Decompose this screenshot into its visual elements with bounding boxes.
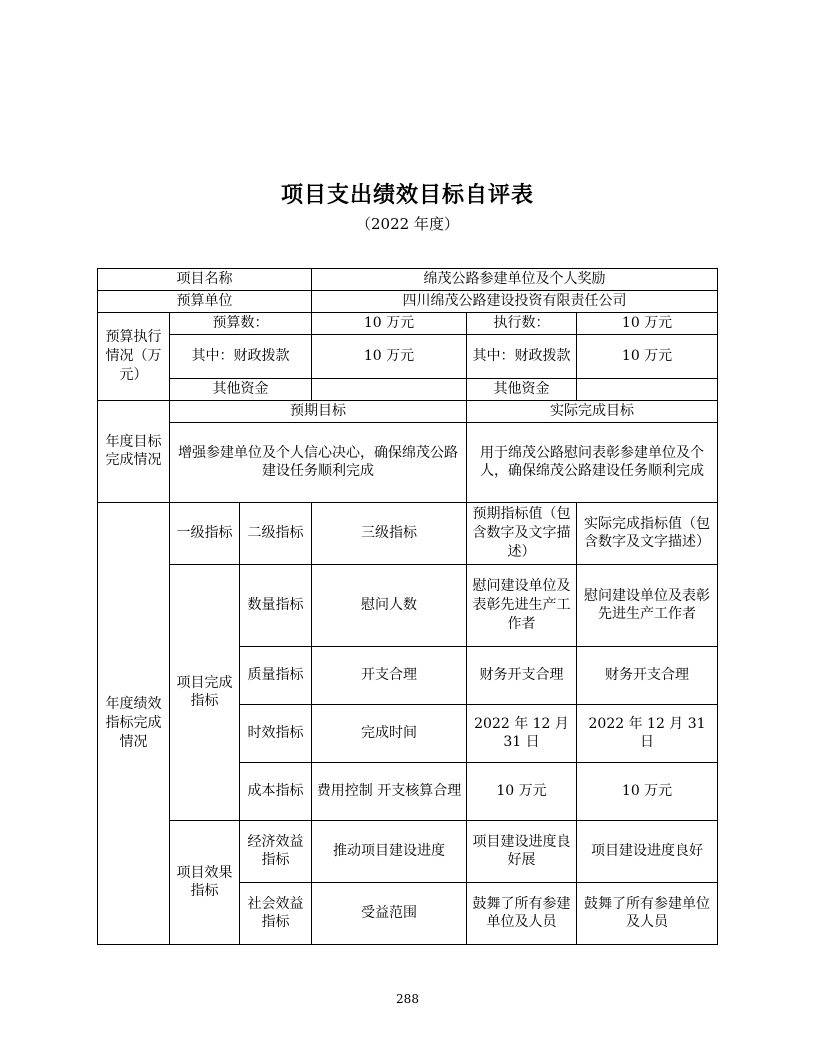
quality-level3: 开支合理 [312,646,467,704]
outcome-indicator-label: 项目效果指标 [170,820,240,944]
table-row [98,502,718,564]
header-expected: 预期指标值（包含数字及文字描述） [467,502,577,564]
cost-indicator: 成本指标 [240,762,312,820]
other-funds-label: 其他资金 [170,379,312,401]
project-name-value: 绵茂公路参建单位及个人奖励 [312,269,718,291]
economic-level3: 推动项目建设进度 [312,820,467,882]
quality-actual: 财务开支合理 [577,646,718,704]
project-name-label: 项目名称 [98,269,312,291]
actual-goal-text: 用于绵茂公路慰问表彰参建单位及个人，确保绵茂公路建设任务顺利完成 [467,422,718,502]
header-actual: 实际完成指标值（包含数字及文字描述） [577,502,718,564]
social-expected: 鼓舞了所有参建单位及人员 [467,882,577,944]
table-row [98,820,718,882]
table-row [98,313,718,335]
budget-amount-label: 预算数： [170,313,312,335]
other-funds-exec-value [577,379,718,401]
cost-level3: 费用控制 开支核算合理 [312,762,467,820]
fiscal-exec-label: 其中：财政拨款 [467,335,577,379]
expected-goal-header: 预期目标 [170,401,467,423]
timeliness-actual: 2022 年 12 月 31 日 [577,704,718,762]
fiscal-label: 其中：财政拨款 [170,335,312,379]
timeliness-expected: 2022 年 12 月 31 日 [467,704,577,762]
economic-actual: 项目建设进度良好 [577,820,718,882]
social-actual: 鼓舞了所有参建单位及人员 [577,882,718,944]
header-level2: 二级指标 [240,502,312,564]
page-number: 288 [396,992,419,1006]
table-row [98,564,718,646]
exec-amount-label: 执行数： [467,313,577,335]
other-funds-value [312,379,467,401]
quality-expected: 财务开支合理 [467,646,577,704]
table-row [98,335,718,379]
economic-indicator: 经济效益指标 [240,820,312,882]
table-row [98,422,718,502]
budget-unit-value: 四川绵茂公路建设投资有限责任公司 [312,291,718,313]
quality-indicator: 质量指标 [240,646,312,704]
budget-unit-label: 预算单位 [98,291,312,313]
exec-amount-value: 10 万元 [577,313,718,335]
other-funds-exec-label: 其他资金 [467,379,577,401]
expected-goal-text: 增强参建单位及个人信心决心，确保绵茂公路建设任务顺利完成 [170,422,467,502]
table-row [98,269,718,291]
table-row [98,401,718,423]
fiscal-exec-value: 10 万元 [577,335,718,379]
quantity-level3: 慰问人数 [312,564,467,646]
indicator-section-label: 年度绩效指标完成情况 [98,502,170,944]
table-row [98,291,718,313]
output-indicator-label: 项目完成指标 [170,564,240,820]
budget-amount-value: 10 万元 [312,313,467,335]
page-title: 项目支出绩效目标自评表 [280,182,534,208]
actual-goal-header: 实际完成目标 [467,401,718,423]
quantity-expected: 慰问建设单位及表彰先进生产工作者 [467,564,577,646]
cost-actual: 10 万元 [577,762,718,820]
social-indicator: 社会效益指标 [240,882,312,944]
header-level1: 一级指标 [170,502,240,564]
annual-goal-label: 年度目标完成情况 [98,401,170,503]
year-subtitle: （2022 年度） [356,215,459,233]
quantity-indicator: 数量指标 [240,564,312,646]
timeliness-indicator: 时效指标 [240,704,312,762]
fiscal-budget-value: 10 万元 [312,335,467,379]
economic-expected: 项目建设进度良好展 [467,820,577,882]
timeliness-level3: 完成时间 [312,704,467,762]
table-row [98,379,718,401]
social-level3: 受益范围 [312,882,467,944]
performance-table [97,268,718,945]
cost-expected: 10 万元 [467,762,577,820]
quantity-actual: 慰问建设单位及表彰先进生产工作者 [577,564,718,646]
header-level3: 三级指标 [312,502,467,564]
budget-exec-label: 预算执行情况（万元） [98,313,170,401]
